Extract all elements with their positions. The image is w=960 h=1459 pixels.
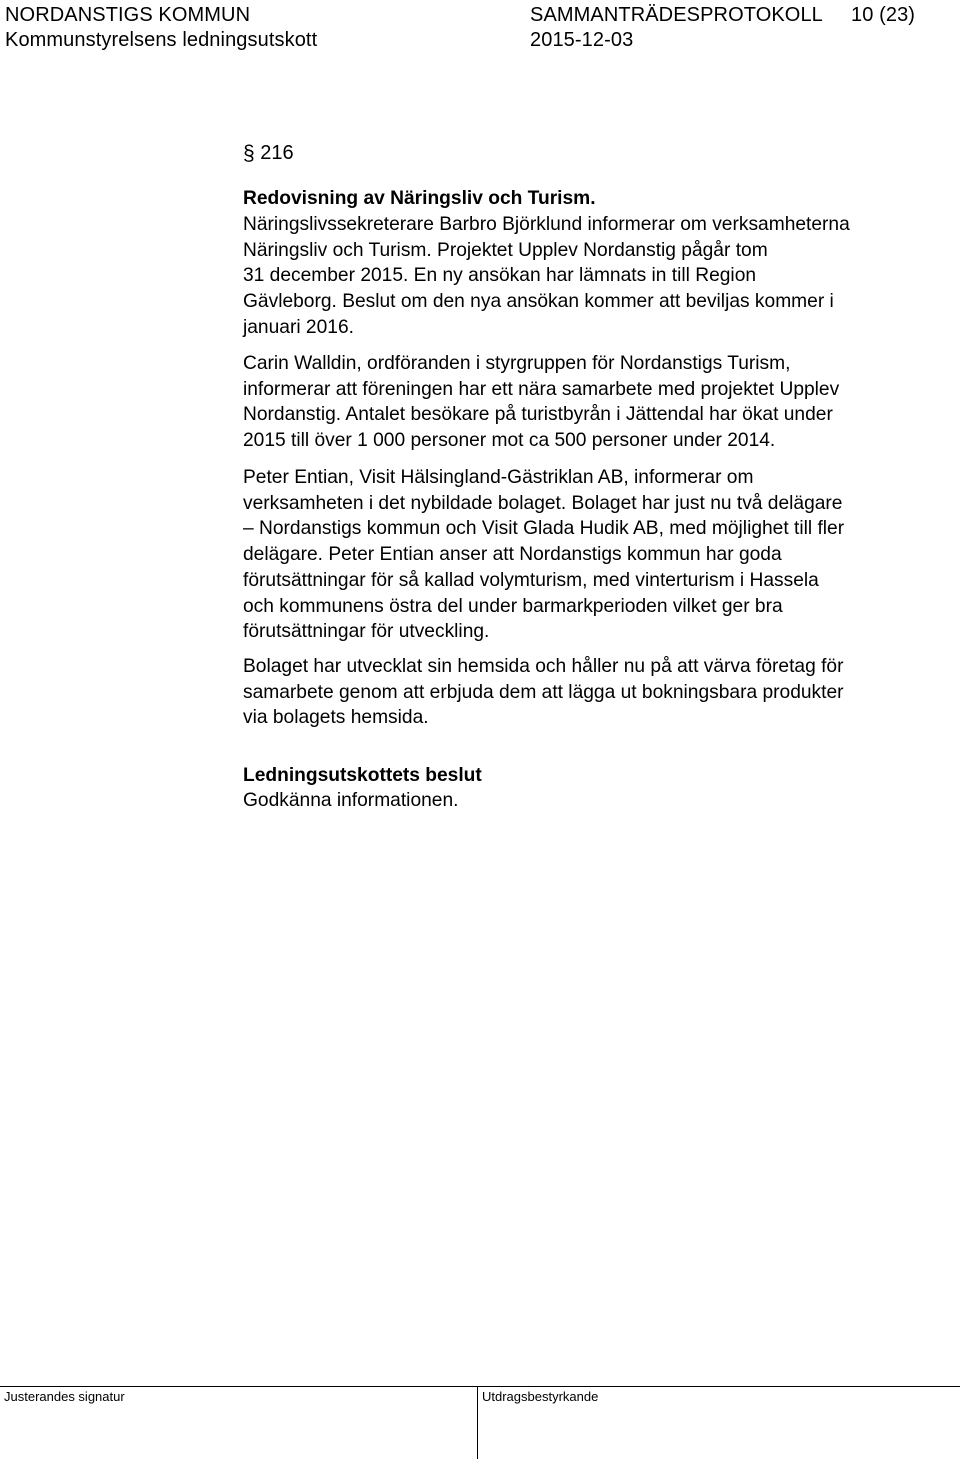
footer-divider-line <box>0 1386 960 1387</box>
decision-text: Godkänna informationen. <box>243 790 459 811</box>
header-page-number: 10 (23) <box>851 4 916 26</box>
header-organization: NORDANSTIGS KOMMUN <box>5 4 251 26</box>
paragraph-line: och kommunens östra del under barmarkperioden vilket ger bra <box>243 595 783 617</box>
paragraph-line: förutsättningar för utveckling. <box>243 621 490 643</box>
footer-column-divider <box>477 1386 478 1459</box>
paragraph-line: Näringslivssekreterare Barbro Björklund informerar om verksamheterna <box>243 214 850 235</box>
paragraph-website <box>243 654 943 731</box>
paragraph-line: Carin Walldin, ordföranden i styrgruppen för Nordanstigs Turism, <box>243 353 791 374</box>
paragraph-line: – Nordanstigs kommun och Visit Glada Hudik AB, med möjlighet till fler <box>243 518 845 540</box>
paragraph-line: Gävleborg. Beslut om den nya ansökan kommer att beviljas kommer i <box>243 291 834 313</box>
paragraph-line: Peter Entian, Visit Hälsingland-Gästriklan AB, informerar om <box>243 467 754 488</box>
paragraph-line: samarbete genom att erbjuda dem att lägga ut bokningsbara produkter <box>243 681 844 703</box>
section-reference <box>243 140 294 166</box>
item-title: Redovisning av Näringsliv och Turism. <box>243 188 596 209</box>
paragraph-line: informerar att föreningen har ett nära samarbete med projektet Upplev <box>243 378 840 400</box>
footer-certification-label: Utdragsbestyrkande <box>482 1389 599 1404</box>
paragraph-line: Näringsliv och Turism. Projektet Upplev Nordanstig pågår tom <box>243 239 768 261</box>
paragraph-line: 31 december 2015. En ny ansökan har lämnats in till Region <box>243 265 757 287</box>
section-symbol: § <box>243 142 255 165</box>
paragraph-line: förutsättningar för så kallad volymturism, med vinterturism i Hassela <box>243 569 819 591</box>
paragraph-line: januari 2016. <box>243 316 354 338</box>
header-document-title: SAMMANTRÄDESPROTOKOLL <box>530 4 823 26</box>
paragraph-line: 2015 till över 1 000 personer mot ca 500 personer under 2014. <box>243 430 776 452</box>
footer-signature-label: Justerandes signatur <box>4 1389 125 1404</box>
paragraph-line: delägare. Peter Entian anser att Nordanstigs kommun har goda <box>243 544 782 566</box>
decision-heading: Ledningsutskottets beslut <box>243 765 482 786</box>
header-date: 2015-12-03 <box>530 29 634 51</box>
section-number: 216 <box>260 142 294 164</box>
paragraph-line: via bolagets hemsida. <box>243 707 429 729</box>
paragraph-line: verksamheten i det nybildade bolaget. Bolaget har just nu två delägare <box>243 492 843 514</box>
paragraph-business-report <box>243 212 943 341</box>
paragraph-tourism-steering-group <box>243 351 943 454</box>
paragraph-line: Bolaget har utvecklat sin hemsida och håller nu på att värva företag för <box>243 656 844 677</box>
paragraph-line: Nordanstig. Antalet besökare på turistbyrån i Jättendal har ökat under <box>243 404 833 426</box>
paragraph-visit-company <box>243 465 943 645</box>
header-committee: Kommunstyrelsens ledningsutskott <box>5 29 318 51</box>
